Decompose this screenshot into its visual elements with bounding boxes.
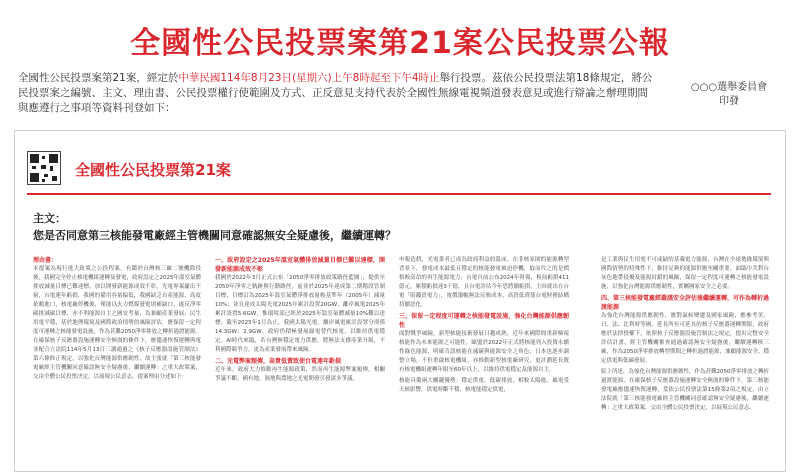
section-heading: 二、光電弊案頻傳，高貴低賣致使台電連年虧損 bbox=[215, 358, 342, 365]
document-title: 全國性公民投票第21案 bbox=[75, 161, 231, 179]
body-paragraph: 為強化台灣能源供應韌性，應對氣候變遷及國家風險，應參考美、日、法、比利時等國，延長所有可延長的核子反應器運轉期限，政府應於法律授權下，依照核子反應器設施管制法之規定，提出完整安全評估計畫，經主管機關審查通過確認無安全疑慮後，繼續運轉核三廠，作為2050淨零排放轉型期間之轉折過渡能源，兼顧能源安全、穩定供電與低碳發展。 bbox=[601, 313, 769, 364]
body-paragraph: 是工業與民生用電不可或缺的基載電力能源，台灣在全球地緣環境與國際情勢的特殊性下，維持足夠的能源供應至關重要，面臨中共對台灰色地帶侵擾及能源封鎖的風險，保留一定程度可運轉之核能發電設施，以強化台灣能源供應韌性，實屬國家安全之必要。 bbox=[601, 257, 769, 290]
qr-code-icon bbox=[27, 151, 61, 185]
section-heading: 理由書： bbox=[33, 257, 58, 264]
referendum-document bbox=[14, 130, 786, 472]
body-paragraph: 綜上所述，為強化台灣能源供應韌性，作為甚難2050淨零排放之轉折過渡能源，在確保核子反應器設施運轉安全無虞的條件下，第三核能發電廠應儘速恢復運轉，爰依公民投票法第15條第2項之規定，由立法院就「第三核能發電廠經主管機關同意確認無安全疑慮後，繼續運轉」之重大政策案，交由全體公民投票決定，以展現公民意志。 bbox=[601, 369, 769, 411]
body-paragraph: 近年來，政府大力推動再生能源政策，然而再生能源弊案頻傳，相關爭議不斷，國有地、濕地與農地之光電開發引發諸多爭議， bbox=[215, 367, 385, 382]
vote-date: 中華民國114年8月23日(星期六)上午8時起至下午4時止 bbox=[178, 72, 440, 84]
text-column-2 bbox=[215, 256, 385, 386]
issuing-organization: ○○○選舉委員會 bbox=[690, 82, 768, 93]
text-column-3 bbox=[399, 256, 569, 397]
title-divider bbox=[27, 193, 771, 195]
body-paragraph: 申報造假，光電業者已成為政商利益的溫床。在非核家園的能源轉型背景下，發電成本最低且穩定的核能發電被迫停機，取而代之的是價格較高昂的再生能源電力；台電自前公布2024年財報，稅前虧損411億元，累積虧損達3千億，且台電評估今年恐將續虧損，主因就出在台電「賠錢買電力」，電價漲幅無法反映成本，高買低賣使台電財務結構持續惡化。 bbox=[399, 257, 569, 308]
body-paragraph: 核能具備兩大關鍵優勢：穩定供電、低碳排放，相較太陽能、風電受天候影響，供電時斷不穩，核電能穩定供電， bbox=[399, 378, 569, 393]
section-heading: 三、保留一定程度可運轉之核能發電設施，強化台灣能源供應韌性 bbox=[399, 313, 569, 329]
section-heading: 四、第三核能發電廠經嚴謹安全評估後繼續運轉，可作為轉折過渡能源 bbox=[601, 295, 770, 311]
text-column-4 bbox=[601, 256, 769, 415]
body-paragraph: 我國於2022年3月正式公布「2050淨零排放政策路徑藍圖」，提供至2050年淨零之軌跡與行動路徑，前並於2025年達成第二期階段管制目標，目標訂為2025年溫室氣體淨排放量較基準年（2005年）減量10%；並且達成太陽光電2025年累計設置20GW、離岸風電2025年累計設置5.6GW，惟環境部已經於2025年溫室氣體減量10%難以達標；截至2025年1月為止，我國太陽光電、離岸風電累計設置分別僅14.3GW、2.9GW，政府仍積極發展綠電替代核電，以維持供電穩定。AI時代來臨，若台灣無穩定電力供應，將無法支撐產業升級，不利國際競爭力，更為產業發展帶來風險。 bbox=[215, 275, 385, 353]
body-paragraph: 本提案為現行進大政策之公投程案。有鑑於台灣核三廠二號機除役後，我國完全停止核電機組運轉及發電，政府設定之2025年溫室氣體排放減量目標已難達標，加以開發新能源成效不彰，光電專案屢出不窮，台電連年虧損，我國的備用容量偏低，我國缺乏自產能源，高度依賴進口，核電廠停機後，僅能以火力燃煤發電填補缺口，遂反淨零碳排減碳目標，亦不利能源自主之國安考量，為兼顧產業發展、民生用電平穩，基於地理環境及國際政治情勢的風險評估，應保留一定程度可運轉之核能發電設施，作為甚難2050淨零排放之轉折過渡能源。在確保核子反應器設施運轉安全無虞的條件下，應儘速恢復運轉與電並配合立法院114年5月13日三讀通過之《核子反應器設施管制法》第六條修正規定，以強化台灣能源供應韌性，故主張就「第三核能發電廠經主管機關同意確認無安全疑慮後，繼續運轉」之重大政策案，交由全體公民投票決定，以展現公民意志，提案理由分述如下： bbox=[33, 266, 201, 380]
subject-text: 您是否同意第三核能發電廠經主管機關同意確認無安全疑慮後，繼續運轉？ bbox=[33, 229, 396, 242]
body-paragraph: 面對戰爭風險，新型核能技術發展日趨成熟，近年來國際間重新檢視核能作為未來能源之可能性，歐盟於2022年正式將核能列入投資永續性綠色能源，明確肯認核能在減碳與能源安全之角色；日本也逐步調整立場，不但重啟核電機組，亦推動新型核電廠研究，更計劃延長既有核電機組運轉年限至60年以上，以維持供電穩定及能源自主。 bbox=[399, 331, 569, 373]
issuing-seal-text: 印發 bbox=[719, 96, 739, 107]
intro-paragraph bbox=[18, 71, 658, 116]
intro-text-1: 全國性公民投票案第21案，經定於 bbox=[18, 72, 179, 84]
signature-block bbox=[674, 81, 784, 109]
text-column-1 bbox=[33, 256, 201, 384]
section-heading: 一、政府設定之2025年溫室氣體排放減量目標已難以達標，開發新能源成效不彰 bbox=[215, 257, 385, 273]
intro-text-2: 舉行投票。茲依公民投票法第18條規定，將公民投票案之編號、主文、理由書、公民投票權行使範圍及方式、正反意見支持代表於全國性無線電視頻道發表意見或進行辯論之辦理期間與應遵行之事項等資料刊登如下： bbox=[18, 72, 653, 114]
page-title: 全國性公民投票案第21案公民投票公報 bbox=[130, 26, 670, 61]
subject-label: 主文： bbox=[33, 212, 66, 225]
